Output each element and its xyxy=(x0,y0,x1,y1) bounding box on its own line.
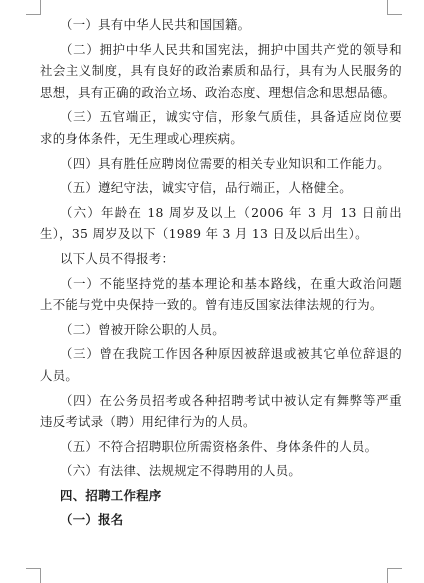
section-heading: 四、招聘工作程序 xyxy=(60,487,162,503)
paragraph: （二）曾被开除公职的人员。 xyxy=(60,321,225,337)
document-body xyxy=(40,14,402,534)
paragraph: （六）年龄在 18 周岁及以上（2006 年 3 月 13 日前出生），35 周岁及以下（1989 年 3 月 13 日及以后出生）。 xyxy=(40,204,402,242)
paragraph: （四）在公务员招考或各种招聘考试中被认定有舞弊等严重违反考试录（聘）用纪律行为的人员。 xyxy=(40,392,402,430)
page-corner-mark xyxy=(387,0,402,15)
subsection-heading: （一）报名 xyxy=(60,512,124,528)
page-corner-mark xyxy=(26,568,41,583)
paragraph: （五）不符合招聘职位所需资格条件、身体条件的人员。 xyxy=(60,438,378,454)
paragraph: （五）遵纪守法，诚实守信，品行端正，人格健全。 xyxy=(60,180,352,196)
paragraph: （一）具有中华人民共和国国籍。 xyxy=(60,17,251,32)
paragraph: （四）具有胜任应聘岗位需要的相关专业知识和工作能力。 xyxy=(60,155,390,171)
paragraph: （三）曾在我院工作因各种原因被辞退或被其它单位辞退的人员。 xyxy=(40,346,402,383)
page-corner-mark xyxy=(26,0,41,15)
page-corner-mark xyxy=(387,568,402,583)
paragraph: （六）有法律、法规规定不得聘用的人员。 xyxy=(60,463,302,479)
paragraph: （一）不能坚持党的基本理论和基本路线，在重大政治问题上不能与党中央保持一致的。曾有违反国家法律法规的行为。 xyxy=(40,275,402,313)
paragraph: （二）拥护中华人民共和国宪法，拥护中国共产党的领导和社会主义制度，具有良好的政治素质和品行，具有为人民服务的思想，具有正确的政治立场、政治态度、理想信念和思想品德。 xyxy=(40,41,402,100)
paragraph: （三）五官端正，诚实守信，形象气质佳，具备适应岗位要求的身体条件，无生理或心理疾病。 xyxy=(40,109,402,146)
paragraph: 以下人员不得报考： xyxy=(60,250,175,266)
